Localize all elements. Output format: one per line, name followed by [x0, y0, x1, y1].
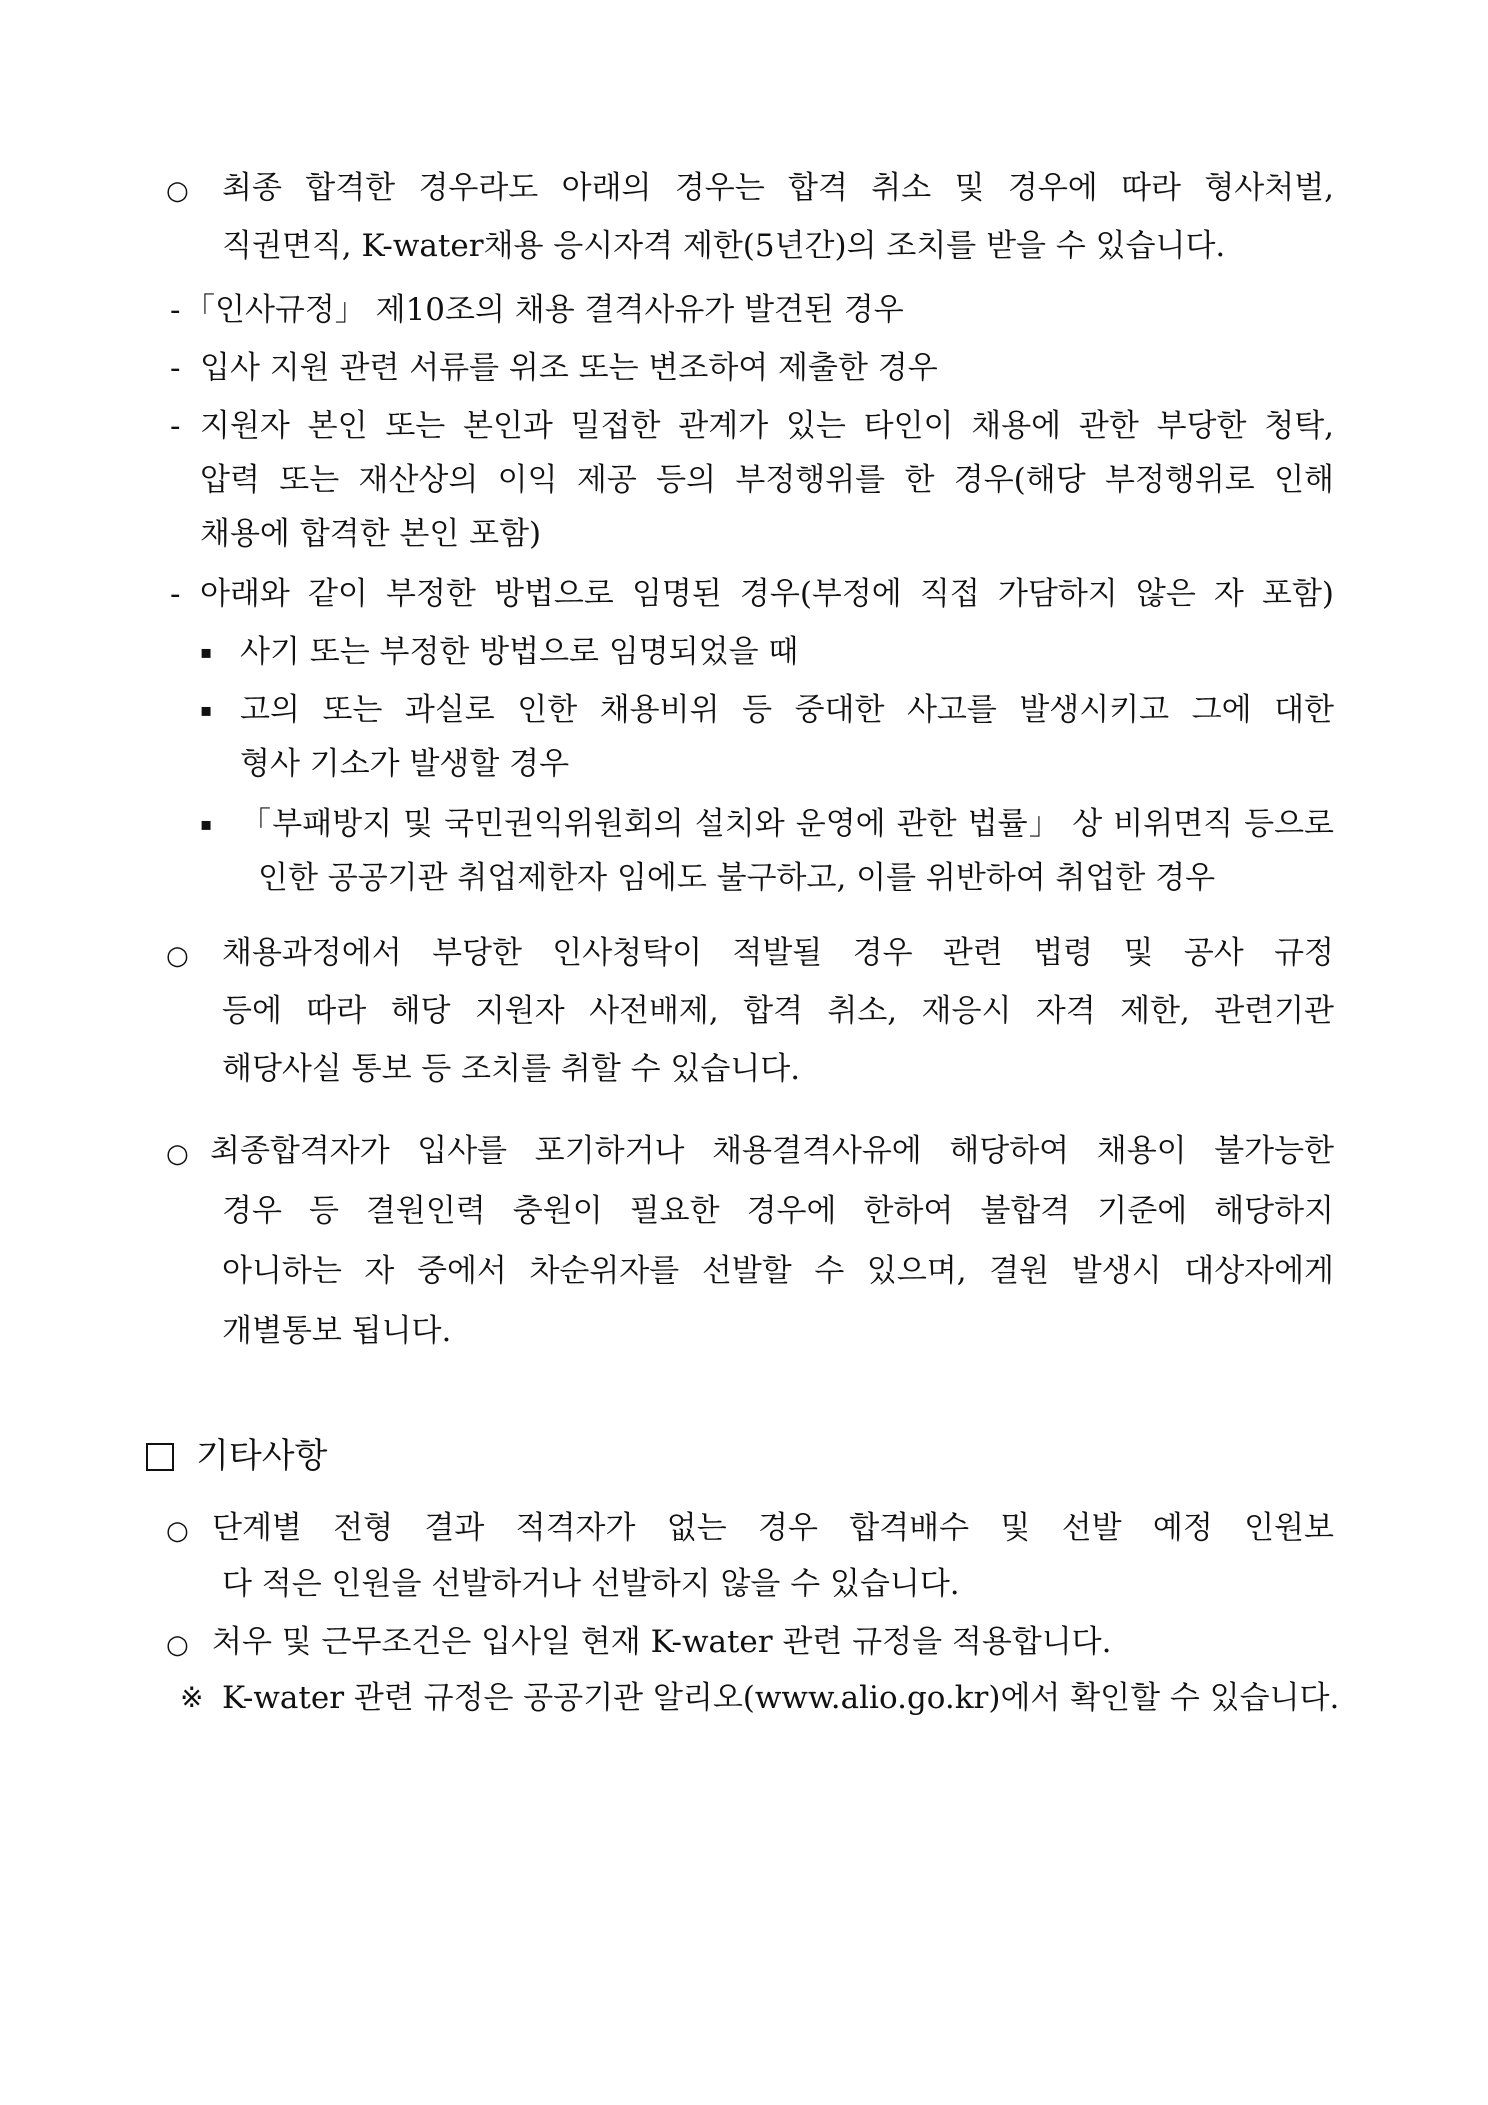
section3-line-2: 경우 등 결원인력 충원이 필요한 경우에 한하여 불합격 기준에 해당하지	[222, 1193, 1334, 1229]
dash-item-4: 아래와 같이 부정한 방법으로 임명된 경우(부정에 직접 가담하지 않은 자 포함)	[200, 576, 1334, 612]
etc-item2-line-1: 처우 및 근무조건은 입사일 현재 K-water 관련 규정을 적용합니다.	[212, 1624, 1112, 1660]
section2-line-3: 해당사실 통보 등 조치를 취할 수 있습니다.	[222, 1051, 801, 1087]
sub-item-3-line-1: 「부패방지 및 국민권익위원회의 설치와 운영에 관한 법률」 상 비위면직 등으로	[240, 806, 1334, 842]
dash-item-3-line-2: 압력 또는 재산상의 이익 제공 등의 부정행위를 한 경우(해당 부정행위로 인해	[200, 462, 1334, 498]
circle-marker: ○	[166, 1630, 189, 1660]
note-marker: ※	[180, 1681, 204, 1714]
sub-item-3-line-2: 인한 공공기관 취업제한자 임에도 불구하고, 이를 위반하여 취업한 경우	[258, 860, 1216, 896]
dash-item-3-line-3: 채용에 합격한 본인 포함)	[200, 516, 542, 552]
section1-intro-line-2: 직권면직, K-water채용 응시자격 제한(5년간)의 조치를 받을 수 있습니다.	[222, 228, 1226, 264]
bullet-marker: ▪	[200, 642, 213, 663]
dash-marker: -	[170, 408, 181, 444]
circle-marker: ○	[166, 176, 189, 206]
circle-marker: ○	[166, 1516, 189, 1546]
etc-heading: 기타사항	[196, 1436, 328, 1476]
dash-marker: -	[170, 350, 181, 386]
section2-line-2: 등에 따라 해당 지원자 사전배제, 합격 취소, 재응시 자격 제한, 관련기관	[222, 993, 1334, 1029]
circle-marker: ○	[166, 941, 189, 971]
dash-marker: -	[170, 292, 181, 328]
sub-item-2-line-2: 형사 기소가 발생할 경우	[240, 746, 570, 782]
etc-item1-line-1: 단계별 전형 결과 적격자가 없는 경우 합격배수 및 선발 예정 인원보	[212, 1510, 1334, 1546]
dash-item-1: 「인사규정」 제10조의 채용 결격사유가 발견된 경우	[184, 292, 904, 328]
section1-intro-line-1: 최종 합격한 경우라도 아래의 경우는 합격 취소 및 경우에 따라 형사처벌,	[222, 170, 1334, 206]
etc-note: K-water 관련 규정은 공공기관 알리오(www.alio.go.kr)에서 확인할 수 있습니다.	[222, 1680, 1340, 1716]
circle-marker: ○	[166, 1139, 189, 1169]
section3-line-1: 최종합격자가 입사를 포기하거나 채용결격사유에 해당하여 채용이 불가능한	[210, 1133, 1334, 1169]
section2-line-1: 채용과정에서 부당한 인사청탁이 적발될 경우 관련 법령 및 공사 규정	[222, 935, 1334, 971]
bullet-marker: ▪	[200, 814, 213, 835]
sub-item-1: 사기 또는 부정한 방법으로 임명되었을 때	[240, 634, 799, 670]
bullet-marker: ▪	[200, 700, 213, 721]
checkbox-square-icon	[146, 1443, 174, 1471]
etc-item1-line-2: 다 적은 인원을 선발하거나 선발하지 않을 수 있습니다.	[222, 1566, 960, 1602]
dash-marker: -	[170, 576, 181, 612]
sub-item-2-line-1: 고의 또는 과실로 인한 채용비위 등 중대한 사고를 발생시키고 그에 대한	[240, 692, 1334, 728]
dash-item-3-line-1: 지원자 본인 또는 본인과 밀접한 관계가 있는 타인이 채용에 관한 부당한 청탁,	[200, 408, 1334, 444]
section3-line-3: 아니하는 자 중에서 차순위자를 선발할 수 있으며, 결원 발생시 대상자에게	[222, 1253, 1334, 1289]
section3-line-4: 개별통보 됩니다.	[222, 1313, 452, 1349]
dash-item-2: 입사 지원 관련 서류를 위조 또는 변조하여 제출한 경우	[200, 350, 938, 386]
